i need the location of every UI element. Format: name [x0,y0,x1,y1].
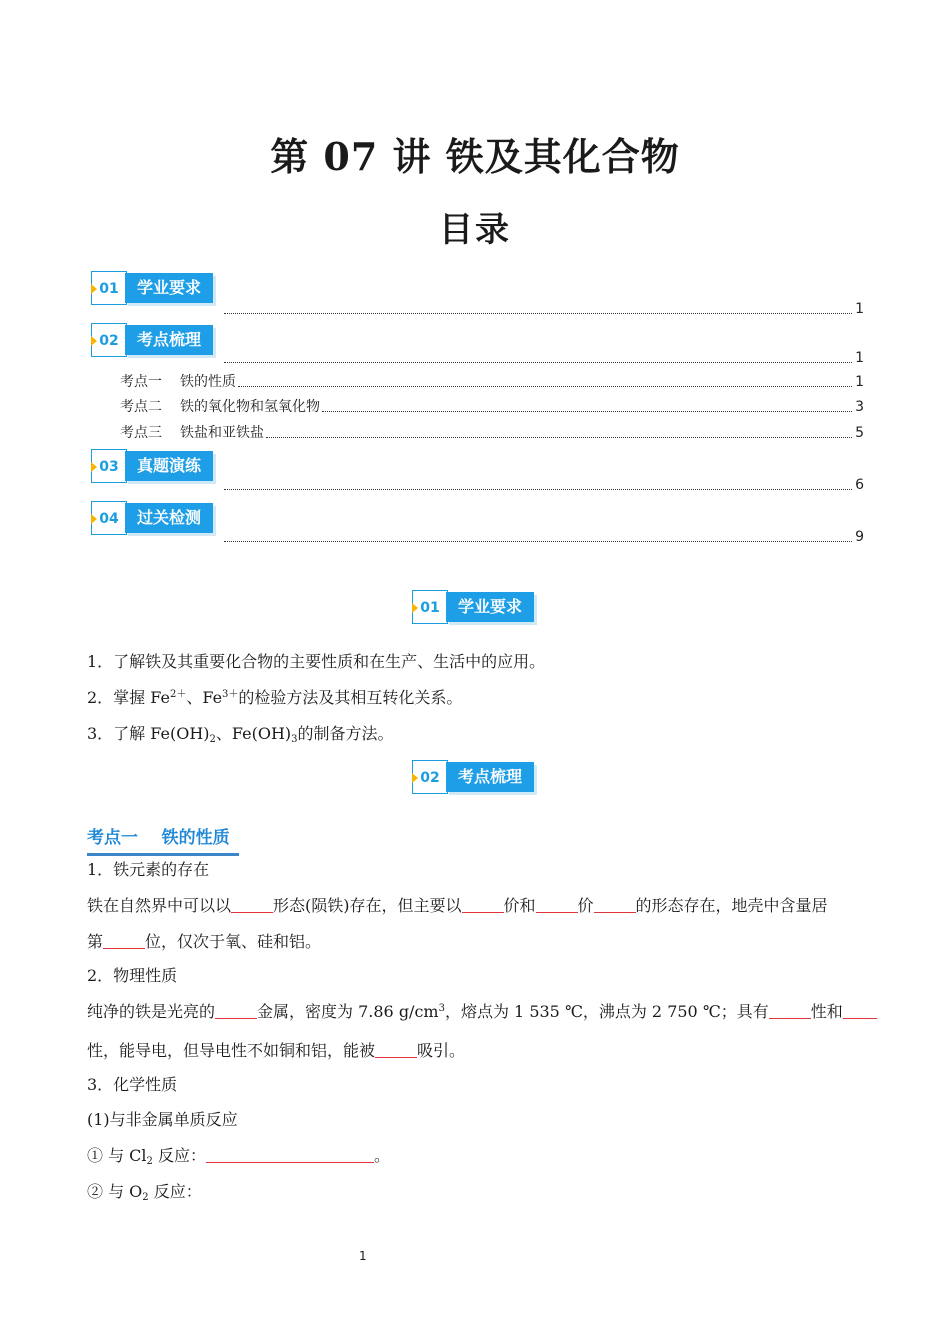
toc-entry-01[interactable] [222,300,864,318]
toc-entry-04[interactable] [222,528,864,546]
toc-page: 1 [855,350,864,366]
badge-label: 真题演练 [125,451,213,481]
text-fragment: ① 与 Cl [87,1146,147,1165]
toc-subitem-2[interactable] [120,398,864,416]
dot-leader [224,362,852,363]
dot-leader [322,411,852,412]
toc-subitem-1[interactable] [120,373,864,391]
text-fragment: 。 [374,1146,391,1165]
dot-leader [238,386,852,387]
subscript: 2 [209,734,216,745]
fill-blank[interactable] [462,898,504,913]
toc-subitem-text: 铁盐和亚铁盐 [180,425,264,441]
reaction-cl2 [87,1145,390,1167]
badge-label: 考点梳理 [446,762,534,792]
text-fragment: 2．掌握 Fe [87,688,170,707]
badge-number: 04 [91,501,127,535]
text-fragment: 的检验方法及其相互转化关系。 [238,688,463,707]
toc-entry-03[interactable] [222,476,864,494]
text-fragment: 反应： [148,1182,202,1201]
text-fragment: 的制备方法。 [297,724,394,743]
requirement-1 [87,651,545,673]
dot-leader [266,437,852,438]
badge-number: 01 [91,271,127,305]
paragraph-1-line-1 [87,895,828,917]
reaction-o2 [87,1181,202,1203]
kaodian-heading: 考点一 铁的性质 [87,828,230,848]
text-fragment: 形态(陨铁)存在，但主要以 [273,896,462,915]
text-fragment: 价和 [503,896,536,915]
dot-leader [224,541,852,542]
text-fragment: 、Fe [186,688,223,707]
badge-label: 学业要求 [125,273,213,303]
toc-page: 1 [855,301,864,317]
fill-blank[interactable] [536,898,578,913]
text-fragment: 反应： [152,1146,207,1165]
text-fragment: 性和 [810,1002,843,1021]
paragraph-2-line-2 [87,1040,465,1062]
requirement-3 [87,723,394,745]
heading-underline [87,853,239,856]
paragraph-1-line-2 [87,931,321,953]
fill-blank[interactable] [231,898,273,913]
fill-blank[interactable] [103,934,145,949]
text-fragment: 的形态存在，地壳中含量居 [635,896,828,915]
subscript: 2 [142,1192,149,1203]
badge-label: 考点梳理 [125,325,213,355]
text-fragment: 铁在自然界中可以以 [87,896,232,915]
toc-page: 1 [855,374,864,390]
text-fragment: 、Fe(OH) [215,724,292,743]
badge-label: 过关检测 [125,503,213,533]
toc-subitem-key: 考点二 [120,399,162,415]
requirement-text: 1．了解铁及其重要化合物的主要性质和在生产、生活中的应用。 [87,652,546,671]
text-fragment: ，熔点为 1 535 ℃，沸点为 2 750 ℃；具有 [444,1002,769,1021]
toc-subitem-text: 铁的氧化物和氢氧化物 [180,399,320,415]
toc-entry-02[interactable] [222,349,864,367]
badge-number: 02 [91,323,127,357]
subscript: 3 [291,734,298,745]
superscript: 3 [438,1003,445,1014]
fill-blank[interactable] [769,1004,811,1019]
toc-page: 6 [855,477,864,493]
page-title: 第 07 讲 铁及其化合物 [270,134,680,179]
fill-blank[interactable] [594,898,636,913]
subscript: 2 [146,1156,153,1167]
text-fragment: 性，能导电，但导电性不如铜和铝，能被 [87,1041,376,1060]
fill-blank[interactable] [375,1043,417,1058]
badge-number: 03 [91,449,127,483]
text-fragment: 价 [577,896,594,915]
toc-subitem-key: 考点三 [120,425,162,441]
paragraph-title-1: 1．铁元素的存在 [87,860,210,879]
dot-leader [224,313,852,314]
superscript: 2＋ [169,689,187,700]
text-fragment: 第 [87,932,104,951]
subsection-1: (1)与非金属单质反应 [87,1110,238,1129]
badge-label: 学业要求 [446,592,534,622]
requirement-2 [87,687,462,709]
badge-number: 01 [412,590,448,624]
text-fragment: 纯净的铁是光亮的 [87,1002,216,1021]
fill-blank[interactable] [843,1004,877,1019]
toc-subitem-text: 铁的性质 [180,374,236,390]
paragraph-title-3: 3．化学性质 [87,1075,178,1094]
superscript: 3＋ [222,689,239,700]
toc-subitem-key: 考点一 [120,374,162,390]
fill-blank[interactable] [206,1148,374,1163]
text-fragment: 金属，密度为 7.86 g/cm [257,1002,439,1021]
toc-title: 目录 [439,210,511,250]
fill-blank[interactable] [215,1004,257,1019]
toc-page: 3 [855,399,864,415]
text-fragment: 3．了解 Fe(OH) [87,724,210,743]
text-fragment: 位，仅次于氧、硅和铝。 [145,932,322,951]
text-fragment: ② 与 O [87,1182,143,1201]
page-number: 1 [359,1249,367,1263]
text-fragment: 吸引。 [417,1041,466,1060]
toc-subitem-3[interactable] [120,424,864,442]
paragraph-title-2: 2．物理性质 [87,966,178,985]
toc-page: 9 [855,529,864,545]
paragraph-2-line-1 [87,1001,877,1023]
toc-page: 5 [855,425,864,441]
dot-leader [224,489,852,490]
badge-number: 02 [412,760,448,794]
